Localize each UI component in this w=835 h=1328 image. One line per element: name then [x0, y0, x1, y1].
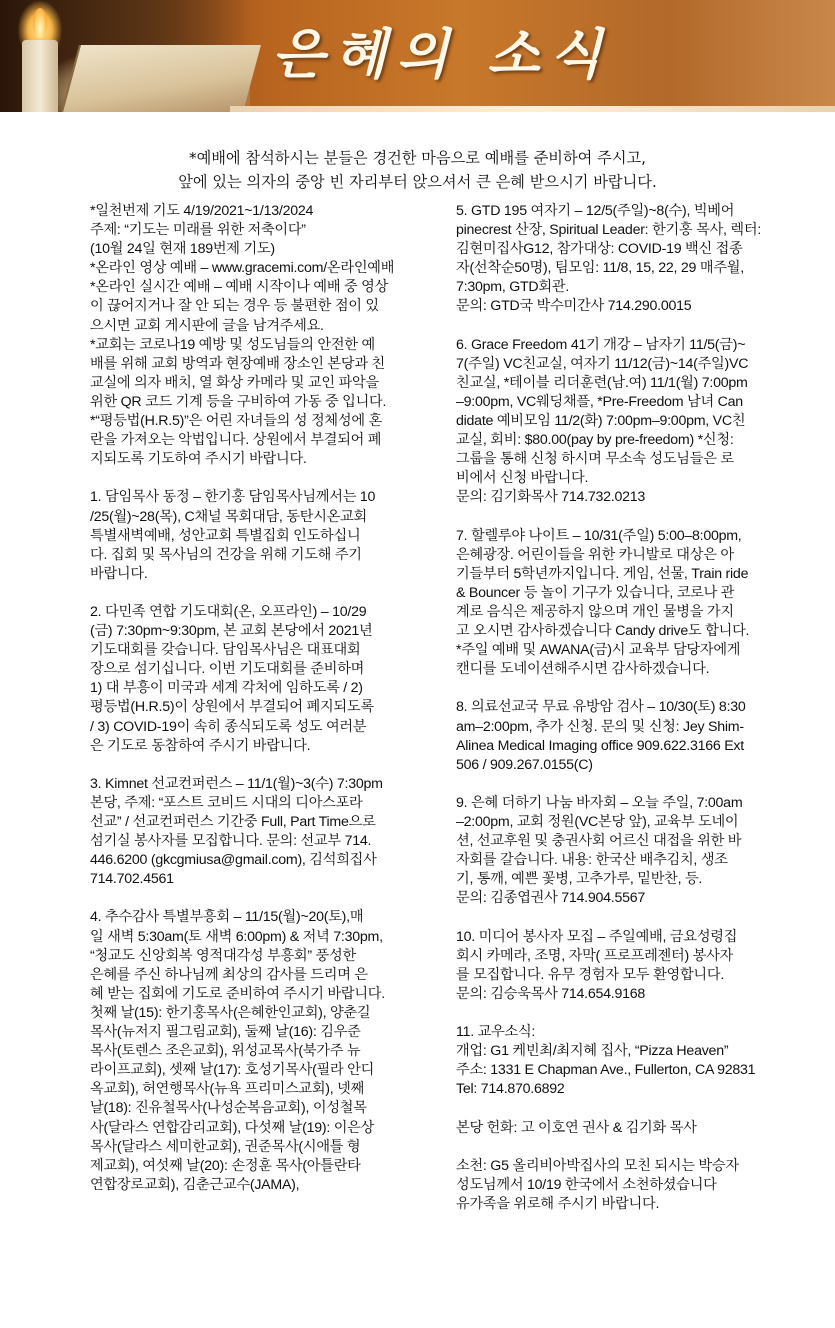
text-line: *온라인 영상 예배 – www.gracemi.com/온라인예배: [90, 260, 395, 277]
text-line: 11. 교우소식:: [456, 1024, 536, 1041]
text-line: 자(선착순50명), 팀모임: 11/8, 15, 22, 29 매주월,: [456, 260, 744, 277]
text-line: 교실, 회비: $80.00(pay by pre-freedom) *신청:: [456, 432, 734, 449]
text-line: 친교실, *테이블 리더훈련(남.여) 11/1(월) 7:00pm: [456, 374, 748, 391]
text-line: 1) 대 부흥이 미국과 세계 각처에 임하도록 / 2): [90, 680, 363, 697]
text-line: 옥교회), 허연행목사(뉴욕 프리미스교회), 넷째: [90, 1081, 365, 1098]
text-line: 주제: “기도는 미래를 위한 저축이다”: [90, 222, 306, 239]
text-line: (10월 24일 현재 189번제 기도): [90, 241, 275, 258]
header-banner: [0, 0, 835, 112]
text-line: 소천: G5 올리비아박집사의 모친 되시는 박승자: [456, 1157, 739, 1174]
text-line: *교회는 코로나19 예방 및 성도님들의 안전한 예: [90, 336, 375, 353]
text-line: 8. 의료선교국 무료 유방암 검사 – 10/30(토) 8:30: [456, 699, 746, 716]
text-line: *주일 예배 및 AWANA(금)시 교육부 담당자에게: [456, 642, 741, 659]
text-line: 목사(뉴저지 필그림교회), 둘째 날(16): 김우준: [90, 1024, 361, 1041]
notice-general: [90, 202, 446, 469]
text-line: 첫째 날(15): 한기홍목사(은혜한인교회), 양춘길: [90, 1004, 371, 1021]
notice-9-bazaar: [456, 794, 810, 909]
notice-5-gtd: [456, 202, 810, 317]
text-line: –9:00pm, VC웨딩채플, *Pre-Freedom 남녀 Can: [456, 393, 743, 410]
intro-line-1: *예배에 참석하시는 분들은 경건한 마음으로 예배를 준비하여 주시고,: [188, 149, 646, 167]
text-line: 자회를 갈습니다. 내용: 한국산 배추김치, 생조: [456, 852, 728, 869]
text-line: 목사(토렌스 조은교회), 위성교목사(북가주 뉴: [90, 1043, 361, 1060]
text-line: 5. GTD 195 여자기 – 12/5(주일)~8(수), 빅베어: [456, 203, 735, 219]
notice-1-pastor-news: [90, 488, 446, 583]
text-line: 4. 추수감사 특별부흥회 – 11/15(월)~20(토),매: [90, 909, 364, 926]
page-title: 은혜의 소식: [272, 22, 612, 86]
text-line: 배를 위해 교회 방역과 현장예배 장소인 본당과 친: [90, 355, 385, 372]
text-line: 섬기실 봉사자를 모집합니다. 문의: 선교부 714.: [90, 833, 372, 850]
notice-6-grace-freedom: [456, 336, 810, 508]
text-line: 은 기도로 동참하여 주시기 바랍니다.: [90, 737, 311, 754]
text-line: –2:00pm, 교회 정원(VC본당 앞), 교육부 도네이: [456, 814, 739, 830]
text-line: 계로 음식은 제공하지 않으며 개인 물병을 가지: [456, 603, 734, 620]
text-line: 기도대회를 갖습니다. 담임목사님은 대표대회: [90, 642, 361, 659]
text-line: 혜 받는 집회에 기도로 준비하여 주시기 바랍니다.: [90, 985, 385, 1002]
text-line: 2. 다민족 연합 기도대회(온, 오프라인) – 10/29: [90, 603, 367, 620]
notice-11-member-news: [456, 1023, 810, 1099]
text-line: *일천번제 기도 4/19/2021~1/13/2024: [90, 203, 314, 219]
text-line: 문의: GTD국 박수미간사 714.290.0015: [456, 298, 692, 315]
text-line: Alinea Medical Imaging office 909.622.3166 Ext: [456, 737, 744, 754]
text-line: 문의: 김종엽권사 714.904.5567: [456, 890, 646, 907]
text-line: 문의: 김승욱목사 714.654.9168: [456, 985, 646, 1002]
text-line: pinecrest 산장, Spiritual Leader: 한기홍 목사, 렉터:: [456, 222, 762, 239]
text-line: 주소: 1331 E Chapman Ave., Fullerton, CA 92831: [456, 1062, 756, 1079]
text-line: 평등법(H.R.5)이 상원에서 부결되어 폐지되도록: [90, 699, 374, 716]
right-column: [456, 202, 810, 1233]
text-line: 506 / 909.267.0155(C): [456, 756, 593, 773]
notice-10-media-volunteers: [456, 928, 810, 1004]
text-line: 장으로 섬기십니다. 이번 기도대회를 준비하며: [90, 661, 365, 678]
text-line: *온라인 실시간 예배 – 예배 시작이나 예배 중 영상: [90, 279, 389, 296]
text-line: & Bouncer 등 놀이 기구가 있습니다, 코로나 관: [456, 584, 735, 601]
left-column: [90, 202, 446, 1214]
text-line: 1. 담임목사 동정 – 한기홍 담임목사님께서는 10: [90, 489, 376, 506]
text-line: 446.6200 (gkcgmiusa@gmail.com), 김석희집사: [90, 852, 377, 869]
text-line: 기, 통깨, 예쁜 꽃병, 고추가루, 밑반찬, 등.: [456, 871, 703, 888]
text-line: 고 오시면 감사하겠습니다 Candy drive도 합니다.: [456, 623, 750, 640]
text-line: 특별새벽예배, 성안교회 특별집회 인도하십니: [90, 527, 361, 544]
text-line: 지되도록 기도하여 주시기 바랍니다.: [90, 451, 307, 468]
flame-icon: [33, 8, 47, 38]
text-line: 문의: 김기화목사 714.732.0213: [456, 489, 646, 506]
text-line: “청교도 신앙회복 영적대각성 부흥회” 풍성한: [90, 947, 356, 964]
text-line: 다. 집회 및 목사님의 건강을 위해 기도해 주기: [90, 546, 362, 563]
header-divider: [230, 106, 835, 112]
text-line: 유가족을 위로해 주시기 바랍니다.: [456, 1195, 660, 1212]
text-line: 이 끊어지거나 잘 안 되는 경우 등 불편한 점이 있: [90, 298, 379, 315]
text-line: 개업: G1 케빈최/최지혜 집사, “Pizza Heaven”: [456, 1043, 729, 1060]
text-line: 선교” / 선교컨퍼런스 기간중 Full, Part Time으로: [90, 814, 376, 830]
notice-8-medical-mission: [456, 698, 810, 774]
text-line: 은혜를 주신 하나님께 최상의 감사를 드리며 은: [90, 966, 368, 983]
text-line: 본당 헌화: 고 이호연 권사 & 김기화 목사: [456, 1119, 697, 1136]
text-line: 비에서 신청 바랍니다.: [456, 470, 589, 487]
text-line: didate 예비모임 11/2(화) 7:00pm–9:00pm, VC친: [456, 413, 746, 430]
text-line: 를 모집합니다. 유무 경험자 모두 환영합니다.: [456, 966, 725, 983]
text-line: 6. Grace Freedom 41기 개강 – 남자기 11/5(금)~: [456, 336, 746, 353]
text-line: 란을 가져오는 악법입니다. 상원에서 부결되어 폐: [90, 432, 382, 449]
text-line: 라이프교회), 셋째 날(17): 호성기목사(필라 안디: [90, 1062, 375, 1079]
text-line: 제교회), 여섯째 날(20): 손정훈 목사(아틀란타: [90, 1157, 361, 1174]
text-line: /25(월)~28(목), C채널 목회대담, 동탄시온교회: [90, 508, 368, 525]
text-line: am–2:00pm, 추가 신청. 문의 및 신청: Jey Shim-: [456, 718, 744, 735]
text-line: 바랍니다.: [90, 565, 148, 582]
notice-7-hallelujah-night: [456, 527, 810, 680]
text-line: 7. 할렐루야 나이트 – 10/31(주일) 5:00–8:00pm,: [456, 527, 742, 544]
text-line: 9. 은혜 더하기 나눔 바자회 – 오늘 주일, 7:00am: [456, 794, 743, 811]
text-line: 캔디를 도네이션해주시면 감사하겠습니다.: [456, 661, 710, 678]
notice-flower-offering: [456, 1119, 810, 1138]
text-line: 회시 카메라, 조명, 자막( 프로프레젠터) 봉사자: [456, 947, 733, 964]
text-line: 교실에 의자 배치, 열 화상 카메라 및 교인 파악을: [90, 374, 379, 391]
text-line: 김현미집사G12, 참가대상: COVID-19 백신 접종: [456, 241, 743, 258]
text-line: 위한 QR 코드 기계 등을 구비하여 가동 중 입니다.: [90, 393, 387, 410]
text-line: 으시면 교회 게시판에 글을 남겨주세요.: [90, 317, 324, 334]
notice-2-prayer-meeting: [90, 603, 446, 756]
text-line: 은혜광장. 어린이들을 위한 카니발로 대상은 아: [456, 546, 734, 563]
text-line: 일 새벽 5:30am(토 새벽 6:00pm) & 저녁 7:30pm,: [90, 928, 383, 945]
text-line: 714.702.4561: [90, 871, 174, 888]
text-line: 사(달라스 연합감리교회), 다섯째 날(19): 이은상: [90, 1119, 375, 1136]
text-line: Tel: 714.870.6892: [456, 1081, 565, 1098]
text-line: / 3) COVID-19이 속히 종식되도록 성도 여러분: [90, 718, 367, 735]
text-line: 날(18): 진유철목사(나성순복음교회), 이성철목: [90, 1100, 367, 1117]
text-line: (금) 7:30pm~9:30pm, 본 교회 본당에서 2021년: [90, 623, 373, 640]
text-line: 성도님께서 10/19 한국에서 소천하셨습니다: [456, 1176, 717, 1193]
text-line: 션, 선교후원 및 충권사회 어르신 대접을 위한 바: [456, 833, 742, 850]
text-line: *“평등법(H.R.5)”은 어린 자녀들의 성 정체성에 혼: [90, 413, 382, 430]
notice-3-mission-conference: [90, 775, 446, 890]
intro-notice: [0, 146, 835, 194]
text-line: 연합장로교회), 김춘근교수(JAMA),: [90, 1176, 300, 1193]
notice-4-revival: [90, 908, 446, 1194]
text-line: 본당, 주제: “포스트 코비드 시대의 디아스포라: [90, 794, 363, 811]
text-line: 7:30pm, GTD회관.: [456, 279, 570, 296]
text-line: 3. Kimnet 선교컨퍼런스 – 11/1(월)~3(수) 7:30pm: [90, 775, 383, 792]
candle-icon: [22, 40, 58, 112]
notice-condolence: [456, 1157, 810, 1214]
text-line: 7(주일) VC친교실, 여자기 11/12(금)~14(주일)VC: [456, 355, 749, 372]
text-line: 10. 미디어 봉사자 모집 – 주일예배, 금요성령집: [456, 928, 738, 945]
text-line: 그룹을 통해 신청 하시며 무소속 성도님들은 로: [456, 451, 734, 468]
bible-image: [61, 45, 261, 112]
text-line: 목사(달라스 세미한교회), 권준목사(시애틀 형: [90, 1138, 361, 1155]
intro-line-2: 앞에 있는 의자의 중앙 빈 자리부터 앉으셔서 큰 은혜 받으시기 바랍니다.: [178, 173, 657, 191]
text-line: 기들부터 5학년까지입니다. 게임, 선물, Train ride: [456, 565, 749, 582]
